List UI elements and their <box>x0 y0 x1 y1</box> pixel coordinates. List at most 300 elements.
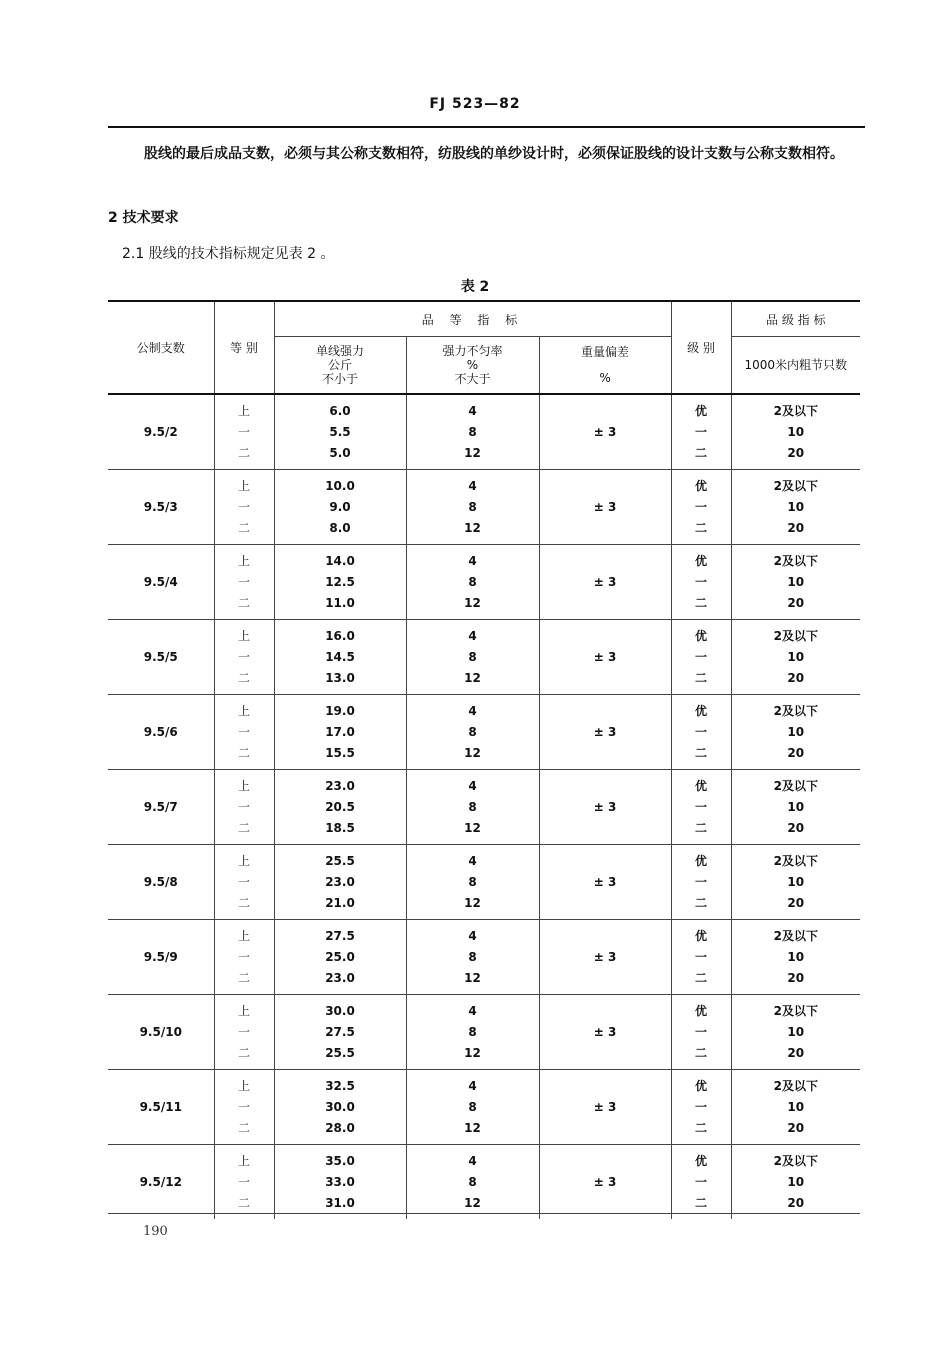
neps-value-2: 20 <box>787 596 805 610</box>
header-weight-line2: % <box>599 371 611 385</box>
grade-cell <box>214 920 274 995</box>
neps-cell <box>731 1145 860 1220</box>
grade-cell <box>214 545 274 620</box>
neps-value-2: 20 <box>787 746 805 760</box>
grade-label-2: 二 <box>237 521 250 535</box>
strength-value-0: 27.5 <box>325 929 355 943</box>
level-label-2: 二 <box>695 446 708 460</box>
unevenness-cell <box>406 620 539 695</box>
strength-value-1: 27.5 <box>325 1025 355 1039</box>
level-label-2: 二 <box>695 1196 708 1210</box>
unevenness-cell <box>406 1145 539 1220</box>
subsection-text: 2.1 股线的技术指标规定见表 2 。 <box>122 246 335 262</box>
header-grade: 等 别 <box>214 301 274 394</box>
table-row <box>108 845 860 920</box>
neps-value-0: 2及以下 <box>773 1004 818 1018</box>
level-label-1: 一 <box>695 875 708 889</box>
unevenness-value-2: 12 <box>464 1121 481 1135</box>
weight-deviation-cell <box>539 470 671 545</box>
neps-value-2: 20 <box>787 446 805 460</box>
level-label-1: 一 <box>695 950 708 964</box>
level-label-2: 二 <box>695 896 708 910</box>
strength-cell <box>274 995 406 1070</box>
count-cell <box>108 695 214 770</box>
level-cell <box>671 1145 731 1220</box>
level-label-0: 优 <box>695 629 708 643</box>
grade-label-2: 二 <box>237 596 250 610</box>
header-level-group: 品 级 指 标 <box>731 301 860 337</box>
strength-value-1: 30.0 <box>325 1100 355 1114</box>
unevenness-value-0: 4 <box>468 1004 477 1018</box>
strength-cell <box>274 695 406 770</box>
weight-deviation-cell <box>539 770 671 845</box>
level-label-0: 优 <box>695 1004 708 1018</box>
count-cell <box>108 920 214 995</box>
grade-cell <box>214 770 274 845</box>
weight-deviation-value: ± 3 <box>593 950 617 964</box>
strength-value-0: 10.0 <box>325 479 355 493</box>
level-label-1: 一 <box>695 575 708 589</box>
grade-label-1: 一 <box>237 575 250 589</box>
neps-value-2: 20 <box>787 821 805 835</box>
level-label-2: 二 <box>695 671 708 685</box>
spec-table <box>108 300 860 1219</box>
count-value: 9.5/5 <box>143 650 178 664</box>
header-rule <box>108 126 865 128</box>
strength-value-0: 25.5 <box>325 854 355 868</box>
count-cell <box>108 845 214 920</box>
grade-label-1: 一 <box>237 950 250 964</box>
strength-cell <box>274 1145 406 1220</box>
header-strength-line2: 公斤 <box>327 358 352 372</box>
strength-cell <box>274 470 406 545</box>
level-cell <box>671 920 731 995</box>
level-label-1: 一 <box>695 425 708 439</box>
grade-label-2: 二 <box>237 821 250 835</box>
neps-value-0: 2及以下 <box>773 554 818 568</box>
unevenness-cell <box>406 470 539 545</box>
header-unevenness-line3: 不大于 <box>454 372 491 386</box>
neps-cell <box>731 845 860 920</box>
neps-value-2: 20 <box>787 1196 805 1210</box>
strength-value-1: 23.0 <box>325 875 355 889</box>
strength-cell <box>274 620 406 695</box>
grade-label-1: 一 <box>237 500 250 514</box>
neps-value-2: 20 <box>787 521 805 535</box>
strength-value-0: 6.0 <box>329 404 351 418</box>
neps-value-1: 10 <box>787 800 805 814</box>
neps-cell <box>731 1070 860 1145</box>
count-value: 9.5/8 <box>143 875 178 889</box>
page-number: 190 <box>143 1224 168 1239</box>
neps-value-0: 2及以下 <box>773 1079 818 1093</box>
grade-label-2: 二 <box>237 1046 250 1060</box>
table-row <box>108 470 860 545</box>
grade-label-2: 二 <box>237 671 250 685</box>
grade-label-0: 上 <box>237 1154 250 1168</box>
strength-value-2: 11.0 <box>325 596 355 610</box>
strength-cell <box>274 770 406 845</box>
table-row <box>108 1145 860 1220</box>
strength-value-1: 9.0 <box>329 500 351 514</box>
table-row <box>108 770 860 845</box>
neps-value-1: 10 <box>787 1100 805 1114</box>
level-label-1: 一 <box>695 650 708 664</box>
grade-label-0: 上 <box>237 929 250 943</box>
unevenness-value-2: 12 <box>464 821 481 835</box>
level-label-0: 优 <box>695 554 708 568</box>
unevenness-value-1: 8 <box>468 500 477 514</box>
level-cell <box>671 1070 731 1145</box>
grade-label-0: 上 <box>237 1079 250 1093</box>
section-heading: 2 技术要求 <box>108 210 179 226</box>
neps-value-0: 2及以下 <box>773 629 818 643</box>
count-value: 9.5/10 <box>139 1025 182 1039</box>
grade-cell <box>214 1070 274 1145</box>
level-label-2: 二 <box>695 1046 708 1060</box>
weight-deviation-value: ± 3 <box>593 725 617 739</box>
table-body <box>108 394 860 1219</box>
neps-value-2: 20 <box>787 971 805 985</box>
count-cell <box>108 620 214 695</box>
level-cell <box>671 770 731 845</box>
weight-deviation-cell <box>539 620 671 695</box>
header-unevenness <box>406 337 539 395</box>
neps-cell <box>731 695 860 770</box>
grade-label-2: 二 <box>237 446 250 460</box>
header-level: 级 别 <box>671 301 731 394</box>
count-cell <box>108 770 214 845</box>
unevenness-value-1: 8 <box>468 875 477 889</box>
grade-label-0: 上 <box>237 479 250 493</box>
unevenness-value-2: 12 <box>464 521 481 535</box>
weight-deviation-value: ± 3 <box>593 1025 617 1039</box>
grade-label-0: 上 <box>237 704 250 718</box>
level-label-2: 二 <box>695 596 708 610</box>
unevenness-value-0: 4 <box>468 704 477 718</box>
level-label-0: 优 <box>695 479 708 493</box>
strength-value-2: 5.0 <box>329 446 351 460</box>
weight-deviation-cell <box>539 394 671 470</box>
strength-value-2: 21.0 <box>325 896 355 910</box>
count-cell <box>108 1145 214 1220</box>
table-caption: 表 2 <box>460 279 490 295</box>
strength-value-2: 18.5 <box>325 821 355 835</box>
grade-label-2: 二 <box>237 746 250 760</box>
unevenness-cell <box>406 995 539 1070</box>
unevenness-value-2: 12 <box>464 671 481 685</box>
strength-value-2: 31.0 <box>325 1196 355 1210</box>
grade-cell <box>214 620 274 695</box>
neps-cell <box>731 995 860 1070</box>
level-label-1: 一 <box>695 725 708 739</box>
strength-value-1: 25.0 <box>325 950 355 964</box>
unevenness-cell <box>406 845 539 920</box>
strength-cell <box>274 545 406 620</box>
count-cell <box>108 545 214 620</box>
unevenness-value-0: 4 <box>468 1154 477 1168</box>
unevenness-value-1: 8 <box>468 425 477 439</box>
grade-label-1: 一 <box>237 1175 250 1189</box>
grade-cell <box>214 394 274 470</box>
count-value: 9.5/9 <box>143 950 178 964</box>
table-bottom-rule <box>108 1213 860 1214</box>
unevenness-cell <box>406 695 539 770</box>
level-label-2: 二 <box>695 746 708 760</box>
level-cell <box>671 845 731 920</box>
neps-value-0: 2及以下 <box>773 479 818 493</box>
weight-deviation-cell <box>539 1070 671 1145</box>
grade-label-2: 二 <box>237 896 250 910</box>
unevenness-cell <box>406 920 539 995</box>
count-cell <box>108 394 214 470</box>
weight-deviation-value: ± 3 <box>593 425 617 439</box>
level-label-0: 优 <box>695 779 708 793</box>
neps-value-2: 20 <box>787 1046 805 1060</box>
header-count: 公制支数 <box>108 301 214 394</box>
level-cell <box>671 545 731 620</box>
strength-value-0: 23.0 <box>325 779 355 793</box>
header-neps: 1000米内粗节只数 <box>731 337 860 395</box>
strength-value-0: 14.0 <box>325 554 355 568</box>
grade-label-0: 上 <box>237 854 250 868</box>
neps-cell <box>731 394 860 470</box>
unevenness-cell <box>406 770 539 845</box>
unevenness-value-2: 12 <box>464 1196 481 1210</box>
count-value: 9.5/4 <box>143 575 178 589</box>
neps-value-2: 20 <box>787 1121 805 1135</box>
neps-cell <box>731 920 860 995</box>
grade-label-1: 一 <box>237 650 250 664</box>
neps-value-0: 2及以下 <box>773 704 818 718</box>
strength-cell <box>274 1070 406 1145</box>
level-label-0: 优 <box>695 704 708 718</box>
unevenness-value-2: 12 <box>464 1046 481 1060</box>
table-row <box>108 1070 860 1145</box>
unevenness-value-2: 12 <box>464 446 481 460</box>
weight-deviation-value: ± 3 <box>593 1175 617 1189</box>
header-weight-deviation <box>539 337 671 395</box>
grade-label-1: 一 <box>237 800 250 814</box>
strength-cell <box>274 920 406 995</box>
level-label-0: 优 <box>695 1154 708 1168</box>
level-label-2: 二 <box>695 971 708 985</box>
level-label-1: 一 <box>695 500 708 514</box>
neps-value-0: 2及以下 <box>773 854 818 868</box>
table-row <box>108 394 860 470</box>
grade-label-2: 二 <box>237 1196 250 1210</box>
weight-deviation-cell <box>539 545 671 620</box>
unevenness-value-1: 8 <box>468 650 477 664</box>
grade-label-0: 上 <box>237 629 250 643</box>
grade-label-0: 上 <box>237 404 250 418</box>
weight-deviation-value: ± 3 <box>593 875 617 889</box>
header-strength <box>274 337 406 395</box>
weight-deviation-cell <box>539 695 671 770</box>
weight-deviation-cell <box>539 845 671 920</box>
neps-value-1: 10 <box>787 650 805 664</box>
grade-label-1: 一 <box>237 875 250 889</box>
count-value: 9.5/6 <box>143 725 178 739</box>
header-strength-line3: 不小于 <box>321 372 358 386</box>
level-label-0: 优 <box>695 929 708 943</box>
neps-value-1: 10 <box>787 1175 805 1189</box>
weight-deviation-cell <box>539 1145 671 1220</box>
neps-value-1: 10 <box>787 1025 805 1039</box>
grade-label-1: 一 <box>237 425 250 439</box>
unevenness-value-0: 4 <box>468 479 477 493</box>
count-value: 9.5/3 <box>143 500 178 514</box>
neps-value-2: 20 <box>787 671 805 685</box>
neps-value-0: 2及以下 <box>773 1154 818 1168</box>
count-cell <box>108 1070 214 1145</box>
neps-cell <box>731 470 860 545</box>
grade-label-2: 二 <box>237 971 250 985</box>
grade-label-1: 一 <box>237 725 250 739</box>
neps-value-1: 10 <box>787 875 805 889</box>
unevenness-value-2: 12 <box>464 596 481 610</box>
grade-cell <box>214 995 274 1070</box>
weight-deviation-cell <box>539 920 671 995</box>
strength-value-0: 30.0 <box>325 1004 355 1018</box>
level-cell <box>671 995 731 1070</box>
neps-cell <box>731 545 860 620</box>
count-value: 9.5/2 <box>143 425 178 439</box>
strength-value-1: 33.0 <box>325 1175 355 1189</box>
count-value: 9.5/7 <box>143 800 178 814</box>
grade-label-0: 上 <box>237 554 250 568</box>
neps-cell <box>731 620 860 695</box>
strength-value-0: 16.0 <box>325 629 355 643</box>
neps-value-0: 2及以下 <box>773 779 818 793</box>
strength-cell <box>274 394 406 470</box>
strength-value-2: 23.0 <box>325 971 355 985</box>
unevenness-value-2: 12 <box>464 971 481 985</box>
weight-deviation-value: ± 3 <box>593 650 617 664</box>
strength-value-2: 25.5 <box>325 1046 355 1060</box>
count-value: 9.5/12 <box>139 1175 182 1189</box>
table-row <box>108 995 860 1070</box>
strength-value-2: 13.0 <box>325 671 355 685</box>
weight-deviation-value: ± 3 <box>593 1100 617 1114</box>
weight-deviation-value: ± 3 <box>593 575 617 589</box>
strength-value-1: 12.5 <box>325 575 355 589</box>
standard-header: FJ 523—82 <box>429 96 521 112</box>
unevenness-value-1: 8 <box>468 1175 477 1189</box>
table-row <box>108 545 860 620</box>
unevenness-value-1: 8 <box>468 1025 477 1039</box>
unevenness-value-0: 4 <box>468 779 477 793</box>
level-cell <box>671 695 731 770</box>
header-strength-line1: 单线强力 <box>315 344 364 358</box>
strength-value-2: 28.0 <box>325 1121 355 1135</box>
unevenness-value-0: 4 <box>468 929 477 943</box>
strength-value-1: 20.5 <box>325 800 355 814</box>
strength-value-0: 35.0 <box>325 1154 355 1168</box>
weight-deviation-value: ± 3 <box>593 800 617 814</box>
level-label-1: 一 <box>695 1175 708 1189</box>
grade-cell <box>214 1145 274 1220</box>
strength-value-0: 19.0 <box>325 704 355 718</box>
level-cell <box>671 394 731 470</box>
unevenness-value-1: 8 <box>468 1100 477 1114</box>
unevenness-cell <box>406 394 539 470</box>
level-label-1: 一 <box>695 1025 708 1039</box>
unevenness-value-0: 4 <box>468 404 477 418</box>
unevenness-value-2: 12 <box>464 896 481 910</box>
strength-value-0: 32.5 <box>325 1079 355 1093</box>
weight-deviation-value: ± 3 <box>593 500 617 514</box>
level-label-1: 一 <box>695 800 708 814</box>
neps-value-1: 10 <box>787 950 805 964</box>
level-label-0: 优 <box>695 854 708 868</box>
level-label-2: 二 <box>695 821 708 835</box>
weight-deviation-cell <box>539 995 671 1070</box>
neps-value-0: 2及以下 <box>773 404 818 418</box>
strength-value-1: 17.0 <box>325 725 355 739</box>
unevenness-cell <box>406 1070 539 1145</box>
level-cell <box>671 620 731 695</box>
count-cell <box>108 995 214 1070</box>
neps-value-2: 20 <box>787 896 805 910</box>
grade-cell <box>214 695 274 770</box>
header-weight-line1: 重量偏差 <box>581 345 630 359</box>
grade-label-0: 上 <box>237 779 250 793</box>
neps-value-0: 2及以下 <box>773 929 818 943</box>
unevenness-value-2: 12 <box>464 746 481 760</box>
header-quality-group: 品 等 指 标 <box>274 301 671 337</box>
neps-value-1: 10 <box>787 425 805 439</box>
strength-value-1: 14.5 <box>325 650 355 664</box>
strength-value-2: 15.5 <box>325 746 355 760</box>
unevenness-value-1: 8 <box>468 725 477 739</box>
neps-value-1: 10 <box>787 725 805 739</box>
count-value: 9.5/11 <box>139 1100 182 1114</box>
unevenness-value-1: 8 <box>468 575 477 589</box>
strength-value-1: 5.5 <box>329 425 351 439</box>
level-label-0: 优 <box>695 404 708 418</box>
level-label-0: 优 <box>695 1079 708 1093</box>
header-unevenness-line1: 强力不匀率 <box>442 344 503 358</box>
level-cell <box>671 470 731 545</box>
grade-label-1: 一 <box>237 1100 250 1114</box>
neps-value-1: 10 <box>787 575 805 589</box>
unevenness-value-0: 4 <box>468 854 477 868</box>
unevenness-value-0: 4 <box>468 629 477 643</box>
table-row <box>108 620 860 695</box>
unevenness-value-0: 4 <box>468 1079 477 1093</box>
unevenness-value-1: 8 <box>468 800 477 814</box>
count-cell <box>108 470 214 545</box>
unevenness-cell <box>406 545 539 620</box>
strength-value-2: 8.0 <box>329 521 351 535</box>
unevenness-value-1: 8 <box>468 950 477 964</box>
level-label-2: 二 <box>695 1121 708 1135</box>
header-unevenness-line2: % <box>466 358 479 372</box>
grade-cell <box>214 845 274 920</box>
grade-label-2: 二 <box>237 1121 250 1135</box>
level-label-2: 二 <box>695 521 708 535</box>
unevenness-value-0: 4 <box>468 554 477 568</box>
neps-cell <box>731 770 860 845</box>
strength-cell <box>274 845 406 920</box>
grade-label-1: 一 <box>237 1025 250 1039</box>
table-row <box>108 920 860 995</box>
grade-label-0: 上 <box>237 1004 250 1018</box>
grade-cell <box>214 470 274 545</box>
level-label-1: 一 <box>695 1100 708 1114</box>
table-row <box>108 695 860 770</box>
